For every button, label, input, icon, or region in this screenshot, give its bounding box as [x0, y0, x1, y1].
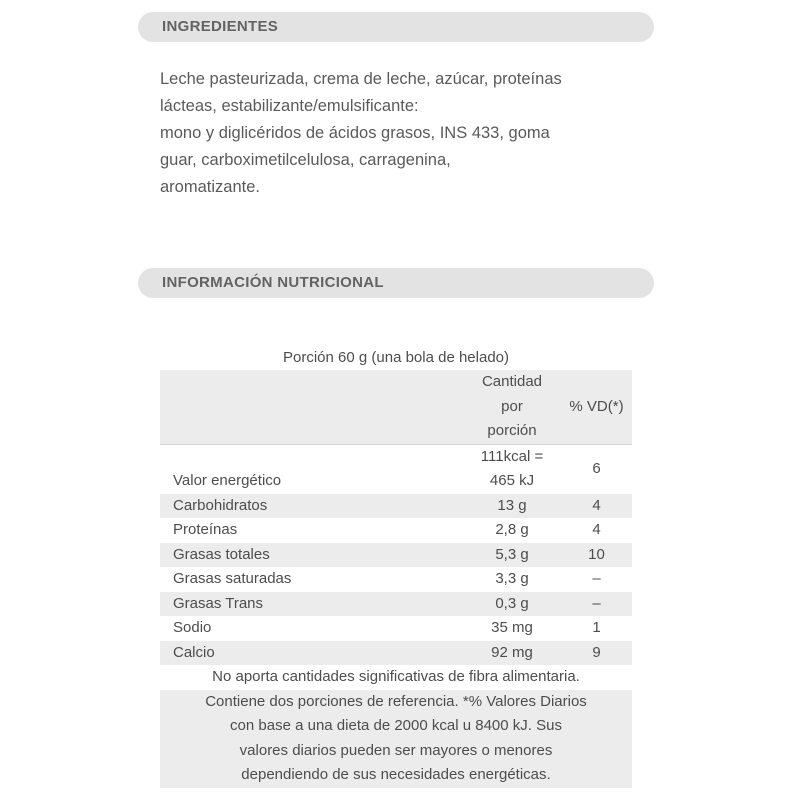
ingredients-text [160, 66, 640, 201]
table-row [160, 518, 632, 543]
amount-column-header: Cantidad por porción [463, 370, 561, 444]
nutrient-name: Grasas totales [160, 543, 463, 568]
fiber-note: No aporta cantidades significativas de fibra alimentaria. [212, 668, 580, 685]
nutrient-vd: 6 [561, 444, 632, 494]
nutrient-amount: 5,3 g [463, 543, 561, 568]
nutrient-name: Grasas Trans [160, 592, 463, 617]
table-row [160, 665, 632, 690]
nutrient-amount: 3,3 g [495, 570, 529, 587]
table-row [160, 543, 632, 568]
nutrient-name: Proteínas [173, 521, 238, 538]
vd-column-header: % VD(*) [561, 370, 632, 444]
nutrient-name: Sodio [173, 619, 212, 636]
nutrient-amount: 13 g [463, 494, 561, 519]
nutrient-amount: 2,8 g [495, 521, 529, 538]
footnote-row [160, 690, 632, 788]
ingredients-line: lácteas, estabilizante/emulsificante: [160, 97, 419, 115]
nutrient-amount: 0,3 g [463, 592, 561, 617]
table-row [160, 592, 632, 617]
nutrient-vd: – [592, 570, 601, 587]
nutrient-amount: 92 mg [463, 641, 561, 666]
nutrient-name: Carbohidratos [160, 494, 463, 519]
table-row [160, 494, 632, 519]
nutrient-vd: – [561, 592, 632, 617]
table-row [160, 567, 632, 592]
footnote: Contiene dos porciones de referencia. *% Valores Diarios con base a una dieta de 2000 kcal u 8400 kJ. Sus valores diarios pueden ser mayores o menores dependiendo de sus necesidades energéticas. [160, 690, 632, 788]
nutrient-vd: 1 [592, 619, 601, 636]
nutrient-amount: 35 mg [491, 619, 533, 636]
nutrient-name: Grasas saturadas [173, 570, 292, 587]
nutrient-vd: 10 [561, 543, 632, 568]
nutrition-table [160, 370, 632, 788]
table-header-row [160, 370, 632, 444]
nutrient-name: Valor energético [160, 444, 463, 494]
ingredients-line: guar, carboximetilcelulosa, carragenina, [160, 151, 451, 169]
ingredients-line: mono y diglicéridos de ácidos grasos, INS 433, goma [160, 124, 550, 142]
ingredients-line: aromatizante. [160, 178, 260, 196]
portion-label: Porción 60 g (una bola de helado) [283, 349, 509, 366]
nutrient-vd: 4 [561, 494, 632, 519]
table-row [160, 616, 632, 641]
nutrient-amount: 111kcal = 465 kJ [463, 444, 561, 494]
nutrient-name: Calcio [160, 641, 463, 666]
table-row [160, 641, 632, 666]
nutrient-vd: 9 [561, 641, 632, 666]
nutrient-vd: 4 [592, 521, 601, 538]
ingredients-line: Leche pasteurizada, crema de leche, azúcar, proteínas [160, 70, 562, 88]
nutrition-header: INFORMACIÓN NUTRICIONAL [138, 268, 654, 298]
ingredients-header: INGREDIENTES [138, 12, 654, 42]
table-row [160, 444, 632, 494]
